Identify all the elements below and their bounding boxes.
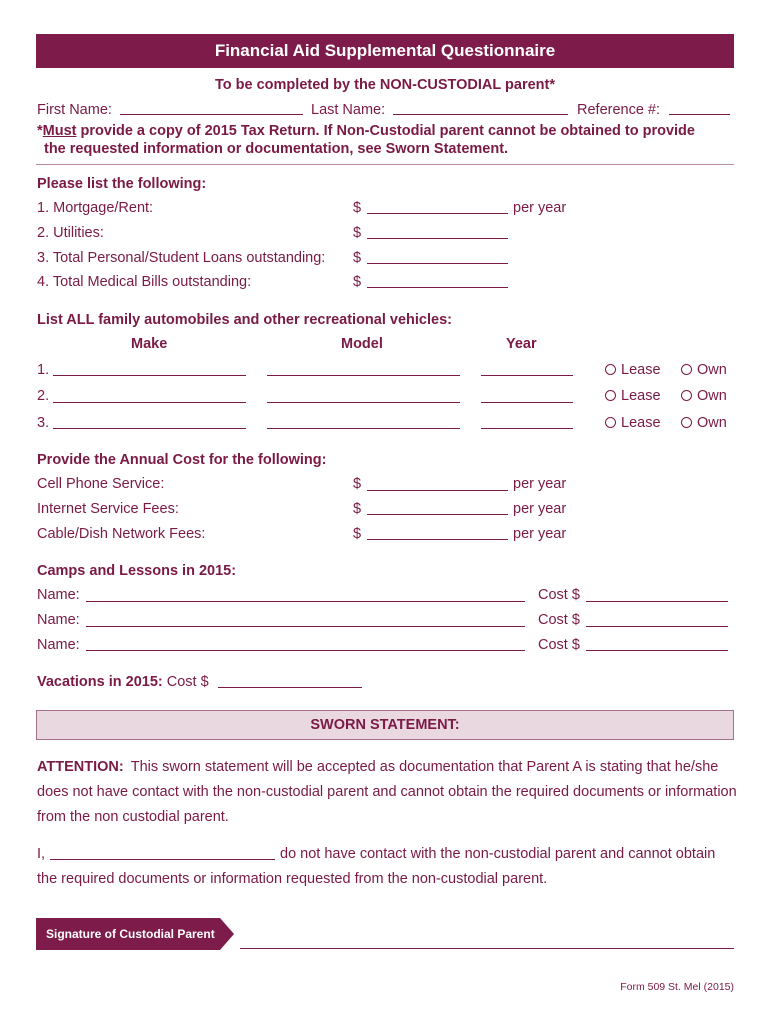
row-number: 2. — [37, 388, 50, 404]
radio-circle-icon — [681, 417, 692, 428]
lease-radio[interactable] — [605, 414, 661, 432]
own-radio[interactable] — [681, 414, 727, 432]
expense-label: 3. Total Personal/Student Loans outstanding: — [37, 250, 326, 266]
radio-circle-icon — [681, 390, 692, 401]
expense-label: 4. Total Medical Bills outstanding: — [37, 274, 252, 290]
vehicle-year-field[interactable] — [481, 375, 573, 376]
camp-name-label: Name: — [37, 612, 80, 628]
radio-circle-icon — [681, 364, 692, 375]
first-name-label: First Name: — [37, 102, 112, 118]
first-name-field[interactable] — [120, 114, 303, 115]
own-radio[interactable] — [681, 361, 727, 379]
attention-label: ATTENTION: — [37, 759, 124, 775]
currency-symbol: $ — [353, 526, 362, 542]
camp-cost-field[interactable] — [586, 650, 728, 651]
currency-symbol: $ — [353, 501, 362, 517]
vehicle-model-field[interactable] — [267, 375, 460, 376]
camp-name-field[interactable] — [86, 626, 525, 627]
camp-cost-label: Cost $ — [538, 637, 580, 653]
vacations-cost-label: Cost $ — [166, 674, 209, 690]
vacations-label: Vacations in 2015: — [37, 674, 163, 690]
last-name-field[interactable] — [393, 114, 568, 115]
vacations-cost-field[interactable] — [218, 687, 362, 688]
currency-symbol: $ — [353, 274, 362, 290]
utilities-field[interactable] — [367, 238, 508, 239]
per-year-label: per year — [513, 501, 567, 517]
radio-circle-icon — [605, 390, 616, 401]
camp-cost-field[interactable] — [586, 626, 728, 627]
signature-field[interactable] — [240, 948, 734, 949]
vehicles-heading: List ALL family automobiles and other recreational vehicles: — [37, 312, 452, 328]
divider — [36, 164, 734, 165]
annual-cost-label: Internet Service Fees: — [37, 501, 179, 517]
vehicle-model-field[interactable] — [267, 428, 460, 429]
column-year: Year — [506, 336, 537, 352]
currency-symbol: $ — [353, 250, 362, 266]
camp-name-label: Name: — [37, 587, 80, 603]
cell-phone-field[interactable] — [367, 490, 508, 491]
reference-label: Reference #: — [577, 102, 661, 118]
attention-line2: does not have contact with the non-custodial parent and cannot obtain the required documents or information — [37, 784, 737, 800]
lease-radio[interactable] — [605, 361, 661, 379]
form-number: Form 509 St. Mel (2015) — [620, 981, 734, 993]
mortgage-rent-field[interactable] — [367, 213, 508, 214]
tax-return-notice — [37, 122, 695, 140]
expenses-heading: Please list the following: — [37, 176, 207, 192]
lease-label: Lease — [621, 388, 661, 404]
expense-label: 1. Mortgage/Rent: — [37, 200, 154, 216]
camp-name-label: Name: — [37, 637, 80, 653]
declaration-line1: do not have contact with the non-custodial parent and cannot obtain — [280, 846, 716, 862]
radio-circle-icon — [605, 364, 616, 375]
own-label: Own — [697, 415, 727, 431]
vehicle-model-field[interactable] — [267, 402, 460, 403]
per-year-label: per year — [513, 476, 567, 492]
lease-label: Lease — [621, 415, 661, 431]
signature-label: Signature of Custodial Parent — [46, 927, 215, 941]
sworn-statement-banner: SWORN STATEMENT: — [36, 710, 734, 740]
column-model: Model — [341, 336, 383, 352]
reference-field[interactable] — [669, 114, 730, 115]
lease-radio[interactable] — [605, 387, 661, 405]
internet-fees-field[interactable] — [367, 514, 508, 515]
per-year-label: per year — [513, 200, 567, 216]
own-radio[interactable] — [681, 387, 727, 405]
notice-line1: provide a copy of 2015 Tax Return. If Non-Custodial parent cannot be obtained to provide — [76, 123, 695, 139]
attention-text: This sworn statement will be accepted as documentation that Parent A is stating that he/she — [130, 759, 719, 775]
camps-heading: Camps and Lessons in 2015: — [37, 563, 237, 579]
attention-line3: from the non custodial parent. — [37, 809, 229, 825]
notice-must: Must — [42, 123, 77, 139]
last-name-label: Last Name: — [311, 102, 386, 118]
declaration-line2: the required documents or information requested from the non-custodial parent. — [37, 871, 548, 887]
student-loans-field[interactable] — [367, 263, 508, 264]
signature-tab — [36, 918, 234, 950]
column-make: Make — [131, 336, 168, 352]
own-label: Own — [697, 362, 727, 378]
own-label: Own — [697, 388, 727, 404]
vacations-row — [37, 673, 209, 691]
form-subtitle: To be completed by the NON-CUSTODIAL parent* — [215, 77, 555, 93]
notice-prefix: * — [37, 123, 43, 139]
annual-cost-label: Cell Phone Service: — [37, 476, 165, 492]
camp-cost-label: Cost $ — [538, 612, 580, 628]
expense-label: 2. Utilities: — [37, 225, 104, 241]
row-number: 1. — [37, 362, 50, 378]
radio-circle-icon — [605, 417, 616, 428]
declaration-prefix: I, — [37, 846, 46, 862]
lease-label: Lease — [621, 362, 661, 378]
vehicle-make-field[interactable] — [53, 402, 246, 403]
camp-cost-field[interactable] — [586, 601, 728, 602]
vehicle-make-field[interactable] — [53, 428, 246, 429]
per-year-label: per year — [513, 526, 567, 542]
currency-symbol: $ — [353, 225, 362, 241]
form-title: Financial Aid Supplemental Questionnaire — [36, 34, 734, 68]
currency-symbol: $ — [353, 200, 362, 216]
camp-cost-label: Cost $ — [538, 587, 580, 603]
camp-name-field[interactable] — [86, 650, 525, 651]
currency-symbol: $ — [353, 476, 362, 492]
attention-line1 — [37, 758, 718, 776]
notice-line2: the requested information or documentation, see Sworn Statement. — [44, 141, 509, 157]
cable-fees-field[interactable] — [367, 539, 508, 540]
row-number: 3. — [37, 415, 50, 431]
declarant-name-field[interactable] — [50, 859, 275, 860]
annual-cost-heading: Provide the Annual Cost for the following: — [37, 452, 327, 468]
vehicle-year-field[interactable] — [481, 402, 573, 403]
annual-cost-label: Cable/Dish Network Fees: — [37, 526, 206, 542]
vehicle-make-field[interactable] — [53, 375, 246, 376]
vehicle-year-field[interactable] — [481, 428, 573, 429]
camp-name-field[interactable] — [86, 601, 525, 602]
medical-bills-field[interactable] — [367, 287, 508, 288]
